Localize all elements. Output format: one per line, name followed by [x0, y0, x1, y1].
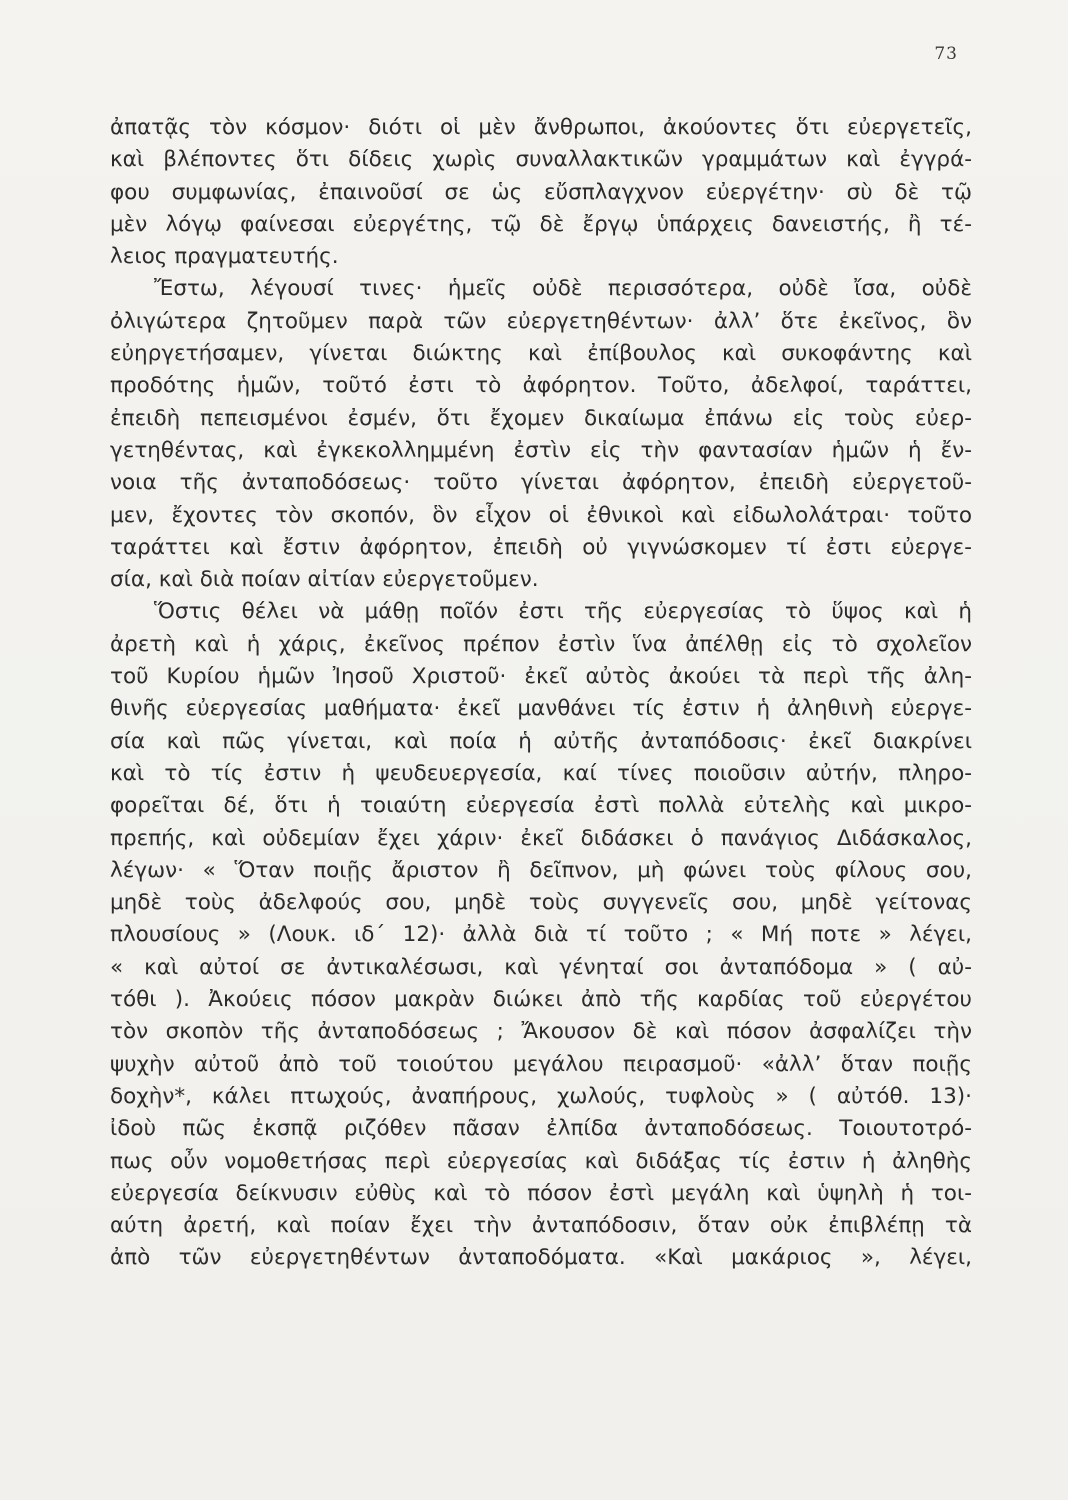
- text-line: εὐηργετήσαμεν, γίνεται διώκτης καὶ ἐπίβουλος καὶ συκοφάντης καὶ: [110, 341, 972, 367]
- text-line: ὀλιγώτερα ζητοῦμεν παρὰ τῶν εὐεργετηθέντων· ἀλλ’ ὅτε ἐκεῖνος, ὃν: [110, 308, 972, 334]
- text-line: τόθι ). Ἀκούεις πόσον μακρὰν διώκει ἀπὸ τῆς καρδίας τοῦ εὐεργέτου: [110, 987, 972, 1013]
- text-line: Ὅστις θέλει νὰ μάθῃ ποῖόν ἐστι τῆς εὐεργεσίας τὸ ὕψος καὶ ἡ: [154, 599, 972, 625]
- text-line: ἐπειδὴ πεπεισμένοι ἐσμέν, ὅτι ἔχομεν δικαίωμα ἐπάνω εἰς τοὺς εὐερ-: [110, 405, 972, 431]
- text-line: ἀπατᾷς τὸν κόσμον· διότι οἱ μὲν ἄνθρωποι, ἀκούοντες ὅτι εὐεργετεῖς,: [110, 115, 972, 140]
- text-line: προδότης ἡμῶν, τοῦτό ἐστι τὸ ἀφόρητον. Τοῦτο, ἀδελφοί, ταράττει,: [110, 373, 972, 399]
- text-line: τοῦ Κυρίου ἡμῶν Ἰησοῦ Χριστοῦ· ἐκεῖ αὐτὸς ἀκούει τὰ περὶ τῆς ἀλη-: [110, 664, 972, 690]
- text-line: ἰδοὺ πῶς ἐκσπᾷ ριζόθεν πᾶσαν ἐλπίδα ἀνταποδόσεως. Τοιουτοτρό-: [110, 1116, 972, 1142]
- text-line: νοια τῆς ἀνταποδόσεως· τοῦτο γίνεται ἀφόρητον, ἐπειδὴ εὐεργετοῦ-: [110, 470, 972, 496]
- text-line: λειος πραγματευτής.: [110, 244, 339, 270]
- text-line: σία καὶ πῶς γίνεται, καὶ ποία ἡ αὐτῆς ἀνταπόδοσις· ἐκεῖ διακρίνει: [110, 728, 972, 754]
- text-line: τὸν σκοπὸν τῆς ἀνταποδόσεως ; Ἄκουσον δὲ καὶ πόσον ἀσφαλίζει τὴν: [110, 1019, 972, 1045]
- text-line: « καὶ αὐτοί σε ἀντικαλέσωσι, καὶ γένηταί σοι ἀνταπόδομα » ( αὐ-: [110, 954, 972, 980]
- text-line: σία, καὶ διὰ ποίαν αἰτίαν εὐεργετοῦμεν.: [110, 567, 539, 593]
- text-line: φου συμφωνίας, ἐπαινοῦσί σε ὡς εὔσπλαγχνον εὐεργέτην· σὺ δὲ τῷ: [110, 179, 972, 205]
- text-line: ταράττει καὶ ἔστιν ἀφόρητον, ἐπειδὴ οὐ γιγνώσκομεν τί ἐστι εὐεργε-: [110, 534, 972, 560]
- text-line: μεν, ἔχοντες τὸν σκοπόν, ὃν εἶχον οἱ ἐθνικοὶ καὶ εἰδωλολάτραι· τοῦτο: [110, 502, 972, 528]
- text-line: αύτη ἀρετή, καὶ ποίαν ἔχει τὴν ἀνταπόδοσιν, ὅταν οὐκ ἐπιβλέπῃ τὰ: [110, 1213, 972, 1239]
- body-text: [110, 112, 972, 1275]
- text-line: ψυχὴν αὐτοῦ ἀπὸ τοῦ τοιούτου μεγάλου πειρασμοῦ· «ἀλλ’ ὅταν ποιῇς: [110, 1051, 972, 1077]
- text-line: ἀρετὴ καὶ ἡ χάρις, ἐκεῖνος πρέπον ἐστὶν ἵνα ἀπέλθῃ εἰς τὸ σχολεῖον: [110, 631, 972, 657]
- text-line: εὐεργεσία δείκνυσιν εὐθὺς καὶ τὸ πόσον ἐστὶ μεγάλη καὶ ὑψηλὴ ἡ τοι-: [110, 1180, 972, 1206]
- text-line: Ἔστω, λέγουσί τινες· ἡμεῖς οὐδὲ περισσότερα, οὐδὲ ἴσα, οὐδὲ: [154, 276, 972, 302]
- page-number: 73: [934, 44, 958, 64]
- text-line: μηδὲ τοὺς ἀδελφούς σου, μηδὲ τοὺς συγγενεῖς σου, μηδὲ γείτονας: [110, 890, 972, 916]
- text-line: καὶ τὸ τίς ἐστιν ἡ ψευδευεργεσία, καί τίνες ποιοῦσιν αὐτήν, πληρο-: [110, 760, 972, 786]
- text-line: θινῆς εὐεργεσίας μαθήματα· ἐκεῖ μανθάνει τίς ἐστιν ἡ ἀληθινὴ εὐεργε-: [110, 696, 972, 722]
- text-line: ἀπὸ τῶν εὐεργετηθέντων ἀνταποδόματα. «Καὶ μακάριος », λέγει,: [110, 1245, 972, 1271]
- text-line: γετηθέντας, καὶ ἐγκεκολλημμένη ἐστὶν εἰς τὴν φαντασίαν ἡμῶν ἡ ἔν-: [110, 437, 972, 463]
- text-line: φορεῖται δέ, ὅτι ἡ τοιαύτη εὐεργεσία ἐστὶ πολλὰ εὐτελὴς καὶ μικρο-: [110, 793, 972, 819]
- text-line: πως οὖν νομοθετήσας περὶ εὐεργεσίας καὶ διδάξας τίς ἐστιν ἡ ἀληθὴς: [110, 1148, 972, 1174]
- text-line: λέγων· « Ὅταν ποιῇς ἄριστον ἢ δεῖπνον, μὴ φώνει τοὺς φίλους σου,: [110, 857, 972, 883]
- text-line: καὶ βλέποντες ὅτι δίδεις χωρὶς συναλλακτικῶν γραμμάτων καὶ ἐγγρά-: [110, 147, 972, 173]
- text-line: πρεπής, καὶ οὐδεμίαν ἔχει χάριν· ἐκεῖ διδάσκει ὁ πανάγιος Διδάσκαλος,: [110, 825, 972, 851]
- text-line: δοχὴν*, κάλει πτωχούς, ἀναπήρους, χωλούς, τυφλοὺς » ( αὐτόθ. 13)·: [110, 1083, 972, 1109]
- text-line: μὲν λόγῳ φαίνεσαι εὐεργέτης, τῷ δὲ ἔργῳ ὑπάρχεις δανειστής, ἢ τέ-: [110, 211, 972, 237]
- text-line: πλουσίους » (Λουκ. ιδ΄ 12)· ἀλλὰ διὰ τί τοῦτο ; « Μή ποτε » λέγει,: [110, 922, 972, 948]
